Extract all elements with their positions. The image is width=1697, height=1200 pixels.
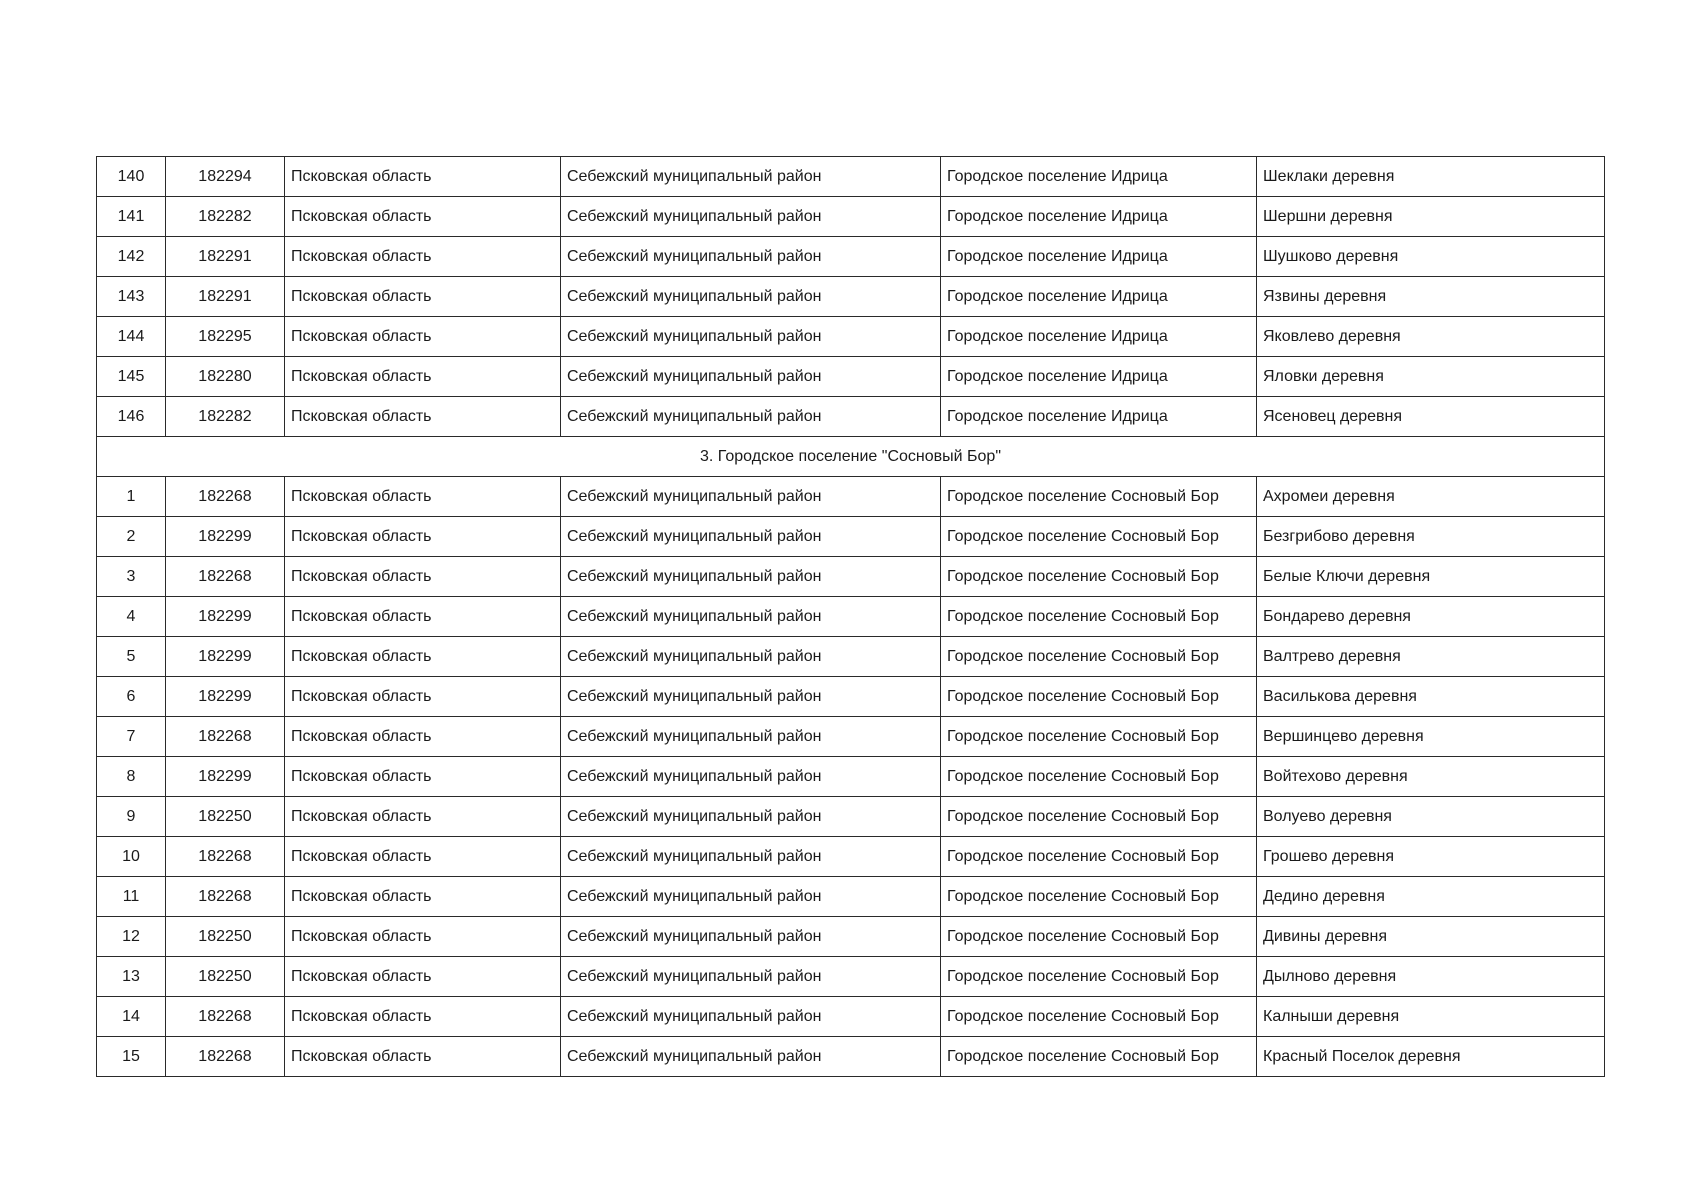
region-cell: Псковская область (285, 637, 561, 677)
settlement-cell: Городское поселение Идрица (941, 317, 1257, 357)
locality-cell: Красный Поселок деревня (1257, 1037, 1605, 1077)
district-cell: Себежский муниципальный район (561, 357, 941, 397)
section-title: 3. Городское поселение "Сосновый Бор" (97, 437, 1605, 477)
district-cell: Себежский муниципальный район (561, 717, 941, 757)
locality-cell: Дивины деревня (1257, 917, 1605, 957)
table-row (97, 517, 1605, 557)
table-row (97, 917, 1605, 957)
settlement-cell: Городское поселение Сосновый Бор (941, 1037, 1257, 1077)
postal-index-cell: 182268 (166, 877, 285, 917)
region-cell: Псковская область (285, 357, 561, 397)
table-row (97, 477, 1605, 517)
postal-index-cell: 182299 (166, 757, 285, 797)
row-number-cell: 3 (97, 557, 166, 597)
row-number-cell: 140 (97, 157, 166, 197)
postal-index-cell: 182299 (166, 517, 285, 557)
table-row (97, 317, 1605, 357)
district-cell: Себежский муниципальный район (561, 997, 941, 1037)
region-cell: Псковская область (285, 717, 561, 757)
table-row (97, 717, 1605, 757)
region-cell: Псковская область (285, 477, 561, 517)
locality-cell: Шушково деревня (1257, 237, 1605, 277)
region-cell: Псковская область (285, 237, 561, 277)
region-cell: Псковская область (285, 797, 561, 837)
district-cell: Себежский муниципальный район (561, 797, 941, 837)
region-cell: Псковская область (285, 757, 561, 797)
table-row (97, 597, 1605, 637)
row-number-cell: 13 (97, 957, 166, 997)
settlement-cell: Городское поселение Сосновый Бор (941, 837, 1257, 877)
region-cell: Псковская область (285, 837, 561, 877)
settlement-cell: Городское поселение Идрица (941, 237, 1257, 277)
row-number-cell: 5 (97, 637, 166, 677)
postal-index-cell: 182268 (166, 557, 285, 597)
table-row (97, 197, 1605, 237)
row-number-cell: 10 (97, 837, 166, 877)
table-row (97, 797, 1605, 837)
locality-cell: Василькова деревня (1257, 677, 1605, 717)
region-cell: Псковская область (285, 317, 561, 357)
locality-cell: Язвины деревня (1257, 277, 1605, 317)
settlement-cell: Городское поселение Идрица (941, 357, 1257, 397)
locality-cell: Калныши деревня (1257, 997, 1605, 1037)
row-number-cell: 142 (97, 237, 166, 277)
district-cell: Себежский муниципальный район (561, 917, 941, 957)
district-cell: Себежский муниципальный район (561, 877, 941, 917)
settlement-cell: Городское поселение Сосновый Бор (941, 717, 1257, 757)
postal-index-cell: 182299 (166, 597, 285, 637)
table-row (97, 397, 1605, 437)
settlement-cell: Городское поселение Сосновый Бор (941, 597, 1257, 637)
table-row (97, 237, 1605, 277)
locality-cell: Войтехово деревня (1257, 757, 1605, 797)
row-number-cell: 146 (97, 397, 166, 437)
district-cell: Себежский муниципальный район (561, 757, 941, 797)
locality-cell: Белые Ключи деревня (1257, 557, 1605, 597)
table-row (97, 957, 1605, 997)
district-cell: Себежский муниципальный район (561, 557, 941, 597)
region-cell: Псковская область (285, 1037, 561, 1077)
settlement-cell: Городское поселение Сосновый Бор (941, 517, 1257, 557)
row-number-cell: 2 (97, 517, 166, 557)
settlement-cell: Городское поселение Идрица (941, 157, 1257, 197)
locality-cell: Безгрибово деревня (1257, 517, 1605, 557)
postal-index-cell: 182250 (166, 797, 285, 837)
row-number-cell: 1 (97, 477, 166, 517)
row-number-cell: 15 (97, 1037, 166, 1077)
postal-index-cell: 182268 (166, 717, 285, 757)
district-cell: Себежский муниципальный район (561, 317, 941, 357)
table-row (97, 877, 1605, 917)
row-number-cell: 143 (97, 277, 166, 317)
district-cell: Себежский муниципальный район (561, 837, 941, 877)
region-cell: Псковская область (285, 517, 561, 557)
postal-index-cell: 182295 (166, 317, 285, 357)
row-number-cell: 8 (97, 757, 166, 797)
table-row (97, 277, 1605, 317)
locality-cell: Ахромеи деревня (1257, 477, 1605, 517)
settlement-cell: Городское поселение Сосновый Бор (941, 557, 1257, 597)
region-cell: Псковская область (285, 597, 561, 637)
settlement-cell: Городское поселение Сосновый Бор (941, 877, 1257, 917)
region-cell: Псковская область (285, 997, 561, 1037)
locality-cell: Яковлево деревня (1257, 317, 1605, 357)
table-row (97, 997, 1605, 1037)
locality-cell: Дедино деревня (1257, 877, 1605, 917)
district-cell: Себежский муниципальный район (561, 517, 941, 557)
postal-index-cell: 182280 (166, 357, 285, 397)
locality-cell: Яловки деревня (1257, 357, 1605, 397)
postal-index-cell: 182250 (166, 957, 285, 997)
table-row (97, 557, 1605, 597)
locality-cell: Грошево деревня (1257, 837, 1605, 877)
district-cell: Себежский муниципальный район (561, 637, 941, 677)
postal-index-cell: 182291 (166, 237, 285, 277)
postal-index-cell: 182268 (166, 1037, 285, 1077)
region-cell: Псковская область (285, 557, 561, 597)
district-cell: Себежский муниципальный район (561, 677, 941, 717)
row-number-cell: 6 (97, 677, 166, 717)
district-cell: Себежский муниципальный район (561, 597, 941, 637)
row-number-cell: 141 (97, 197, 166, 237)
row-number-cell: 145 (97, 357, 166, 397)
region-cell: Псковская область (285, 277, 561, 317)
district-cell: Себежский муниципальный район (561, 237, 941, 277)
district-cell: Себежский муниципальный район (561, 397, 941, 437)
region-cell: Псковская область (285, 877, 561, 917)
postal-index-cell: 182291 (166, 277, 285, 317)
table-row (97, 757, 1605, 797)
postal-index-cell: 182268 (166, 997, 285, 1037)
settlement-cell: Городское поселение Идрица (941, 397, 1257, 437)
region-cell: Псковская область (285, 917, 561, 957)
district-cell: Себежский муниципальный район (561, 157, 941, 197)
district-cell: Себежский муниципальный район (561, 1037, 941, 1077)
region-cell: Псковская область (285, 157, 561, 197)
postal-index-cell: 182268 (166, 837, 285, 877)
locality-cell: Шеклаки деревня (1257, 157, 1605, 197)
district-cell: Себежский муниципальный район (561, 277, 941, 317)
table-row (97, 837, 1605, 877)
table-body (97, 157, 1605, 1077)
region-cell: Псковская область (285, 397, 561, 437)
settlement-cell: Городское поселение Сосновый Бор (941, 797, 1257, 837)
settlement-cell: Городское поселение Сосновый Бор (941, 677, 1257, 717)
table-row (97, 357, 1605, 397)
locality-cell: Валтрево деревня (1257, 637, 1605, 677)
postal-index-cell: 182299 (166, 637, 285, 677)
row-number-cell: 9 (97, 797, 166, 837)
row-number-cell: 7 (97, 717, 166, 757)
settlement-cell: Городское поселение Сосновый Бор (941, 637, 1257, 677)
table-row (97, 677, 1605, 717)
settlement-cell: Городское поселение Сосновый Бор (941, 957, 1257, 997)
table-row (97, 1037, 1605, 1077)
section-header-row (97, 437, 1605, 477)
row-number-cell: 144 (97, 317, 166, 357)
locality-cell: Дылново деревня (1257, 957, 1605, 997)
locality-cell: Бондарево деревня (1257, 597, 1605, 637)
postal-index-cell: 182299 (166, 677, 285, 717)
table-row (97, 637, 1605, 677)
postal-index-cell: 182268 (166, 477, 285, 517)
postal-index-cell: 182282 (166, 397, 285, 437)
settlement-cell: Городское поселение Сосновый Бор (941, 757, 1257, 797)
postal-index-cell: 182294 (166, 157, 285, 197)
district-cell: Себежский муниципальный район (561, 477, 941, 517)
postal-index-cell: 182250 (166, 917, 285, 957)
region-cell: Псковская область (285, 677, 561, 717)
settlement-cell: Городское поселение Идрица (941, 197, 1257, 237)
postal-index-cell: 182282 (166, 197, 285, 237)
locality-cell: Волуево деревня (1257, 797, 1605, 837)
row-number-cell: 4 (97, 597, 166, 637)
locality-cell: Ясеновец деревня (1257, 397, 1605, 437)
region-cell: Псковская область (285, 957, 561, 997)
settlement-cell: Городское поселение Идрица (941, 277, 1257, 317)
locality-cell: Шершни деревня (1257, 197, 1605, 237)
district-cell: Себежский муниципальный район (561, 957, 941, 997)
settlement-cell: Городское поселение Сосновый Бор (941, 997, 1257, 1037)
district-cell: Себежский муниципальный район (561, 197, 941, 237)
table-row (97, 157, 1605, 197)
row-number-cell: 11 (97, 877, 166, 917)
settlement-cell: Городское поселение Сосновый Бор (941, 917, 1257, 957)
region-cell: Псковская область (285, 197, 561, 237)
row-number-cell: 12 (97, 917, 166, 957)
row-number-cell: 14 (97, 997, 166, 1037)
locality-cell: Вершинцево деревня (1257, 717, 1605, 757)
settlement-cell: Городское поселение Сосновый Бор (941, 477, 1257, 517)
address-table (96, 156, 1605, 1077)
